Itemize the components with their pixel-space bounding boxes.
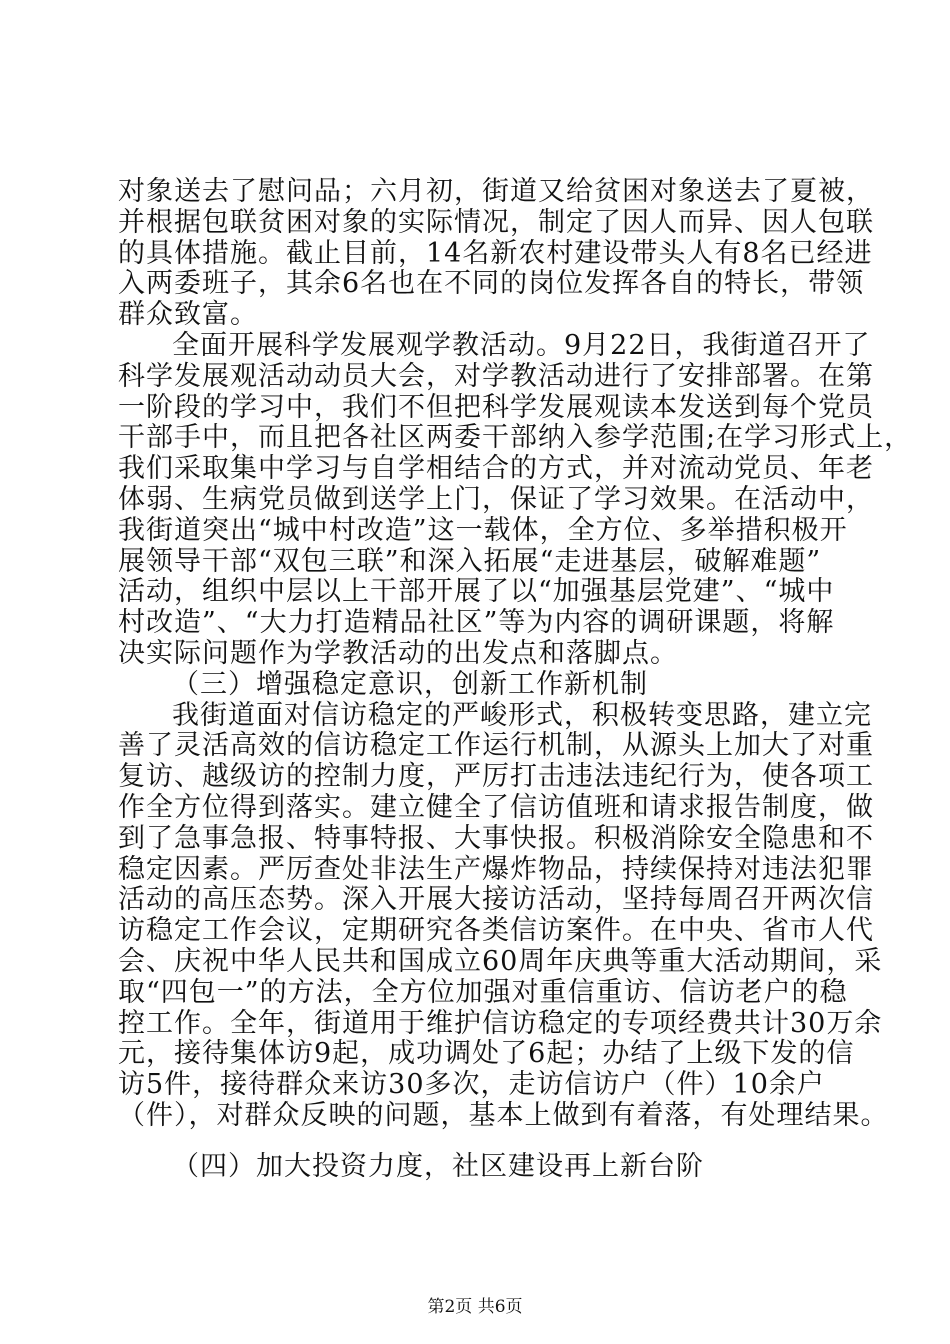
text-line: 控工作。全年，街道用于维护信访稳定的专项经费共计30万余 (118, 1008, 883, 1039)
text-line: 到了急事急报、特事特报、大事快报。积极消除安全隐患和不 (118, 823, 874, 854)
text-line: 活动，组织中层以上干部开展了以“加强基层党建”、“城中 (118, 576, 835, 607)
text-line: 科学发展观活动动员大会，对学教活动进行了安排部署。在第 (118, 361, 874, 392)
text-line: 对象送去了慰问品；六月初，街道又给贫困对象送去了夏被， (118, 176, 874, 207)
text-line: 干部手中，而且把各社区两委干部纳入参学范围;在学习形式上， (118, 422, 913, 453)
text-line: 取“四包一”的方法，全方位加强对重信重访、信访老户的稳 (118, 977, 848, 1008)
text-line: 访稳定工作会议，定期研究各类信访案件。在中央、省市人代 (118, 915, 874, 946)
text-line: 访5件，接待群众来访30多次，走访信访户（件）10余户 (118, 1069, 825, 1100)
text-line: 复访、越级访的控制力度，严厉打击违法违纪行为，使各项工 (118, 761, 874, 792)
text-line: 决实际问题作为学教活动的出发点和落脚点。 (118, 638, 678, 669)
text-line: 作全方位得到落实。建立健全了信访值班和请求报告制度，做 (118, 792, 874, 823)
text-line: 的具体措施。截止目前，14名新农村建设带头人有8名已经进 (118, 238, 873, 269)
text-line: 元，接待集体访9起，成功调处了6起；办结了上级下发的信 (118, 1038, 855, 1069)
section-heading: （三）增强稳定意识，创新工作新机制 (172, 669, 648, 700)
text-line: 活动的高压态势。深入开展大接访活动，坚持每周召开两次信 (118, 884, 874, 915)
text-line: 一阶段的学习中，我们不但把科学发展观读本发送到每个党员 (118, 392, 874, 423)
page-footer: 第2页 共6页 (427, 1297, 523, 1317)
text-line: 村改造”、“大力打造精品社区”等为内容的调研课题，将解 (118, 607, 835, 638)
paragraph-first-line: 我街道面对信访稳定的严峻形式，积极转变思路，建立完 (172, 700, 872, 731)
text-line: 展领导干部“双包三联”和深入拓展“走进基层，破解难题” (118, 546, 822, 577)
paragraph-first-line: 全面开展科学发展观学教活动。9月22日，我街道召开了 (172, 330, 871, 361)
section-heading: （四）加大投资力度，社区建设再上新台阶 (172, 1151, 704, 1182)
text-line: 善了灵活高效的信访稳定工作运行机制，从源头上加大了对重 (118, 730, 874, 761)
text-line: 入两委班子，其余6名也在不同的岗位发挥各自的特长，带领 (118, 268, 865, 299)
text-line: 群众致富。 (118, 299, 258, 330)
text-line: 并根据包联贫困对象的实际情况，制定了因人而异、因人包联 (118, 207, 874, 238)
text-line: 我街道突出“城中村改造”这一载体，全方位、多举措积极开 (118, 515, 848, 546)
text-line: 稳定因素。严厉查处非法生产爆炸物品，持续保持对违法犯罪 (118, 854, 874, 885)
text-line: （件），对群众反映的问题，基本上做到有着落，有处理结果。 (118, 1100, 889, 1131)
text-line: 会、庆祝中华人民共和国成立60周年庆典等重大活动期间，采 (118, 946, 883, 977)
text-line: 体弱、生病党员做到送学上门，保证了学习效果。在活动中， (118, 484, 874, 515)
text-line: 我们采取集中学习与自学相结合的方式，并对流动党员、年老 (118, 453, 874, 484)
